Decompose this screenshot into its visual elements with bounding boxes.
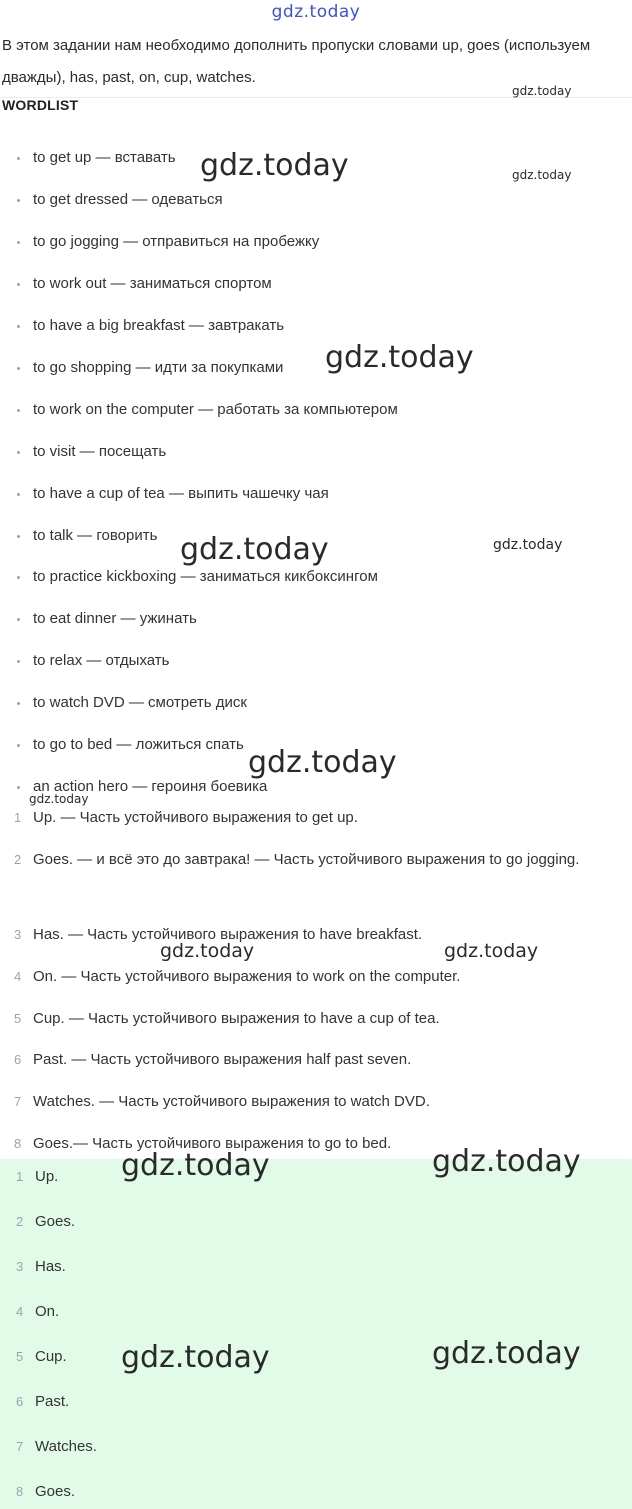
bullet-icon	[17, 409, 20, 412]
watermark: gdz.today	[512, 84, 572, 98]
bullet-icon	[17, 325, 20, 328]
watermark: gdz.today	[444, 940, 539, 962]
bullet-icon	[17, 786, 20, 789]
bullet-icon	[17, 283, 20, 286]
watermark: gdz.today	[121, 1340, 270, 1375]
site-logo[interactable]: gdz.today	[271, 2, 361, 22]
bullet-icon	[17, 199, 20, 202]
watermark: gdz.today	[29, 792, 89, 806]
bullet-icon	[17, 744, 20, 747]
bullet-icon	[17, 157, 20, 160]
bullet-icon	[17, 660, 20, 663]
watermark: gdz.today	[180, 532, 329, 567]
bullet-icon	[17, 535, 20, 538]
short-answers-panel: 1 Up. 2 Goes. 3 Has. 4 On. 5 Cup. 6 Past. 7 Watches. 8 Goes.	[0, 1159, 632, 1509]
task-intro: В этом задании нам необходимо дополнить пропуски словами up, goes (используем дважды), has, past, on, cup, watches.	[2, 37, 591, 86]
watermark: gdz.today	[512, 168, 572, 182]
watermark: gdz.today	[432, 1336, 581, 1371]
watermark: gdz.today	[160, 940, 255, 962]
watermark: gdz.today	[325, 340, 474, 375]
bullet-icon	[17, 702, 20, 705]
watermark: gdz.today	[121, 1148, 270, 1183]
bullet-icon	[17, 618, 20, 621]
watermark: gdz.today	[200, 148, 349, 183]
wordlist-title: WORDLIST	[2, 97, 79, 113]
bullet-icon	[17, 576, 20, 579]
bullet-icon	[17, 367, 20, 370]
watermark: gdz.today	[493, 537, 563, 553]
watermark: gdz.today	[432, 1144, 581, 1179]
bullet-icon	[17, 493, 20, 496]
bullet-icon	[17, 241, 20, 244]
bullet-icon	[17, 451, 20, 454]
watermark: gdz.today	[248, 745, 397, 780]
